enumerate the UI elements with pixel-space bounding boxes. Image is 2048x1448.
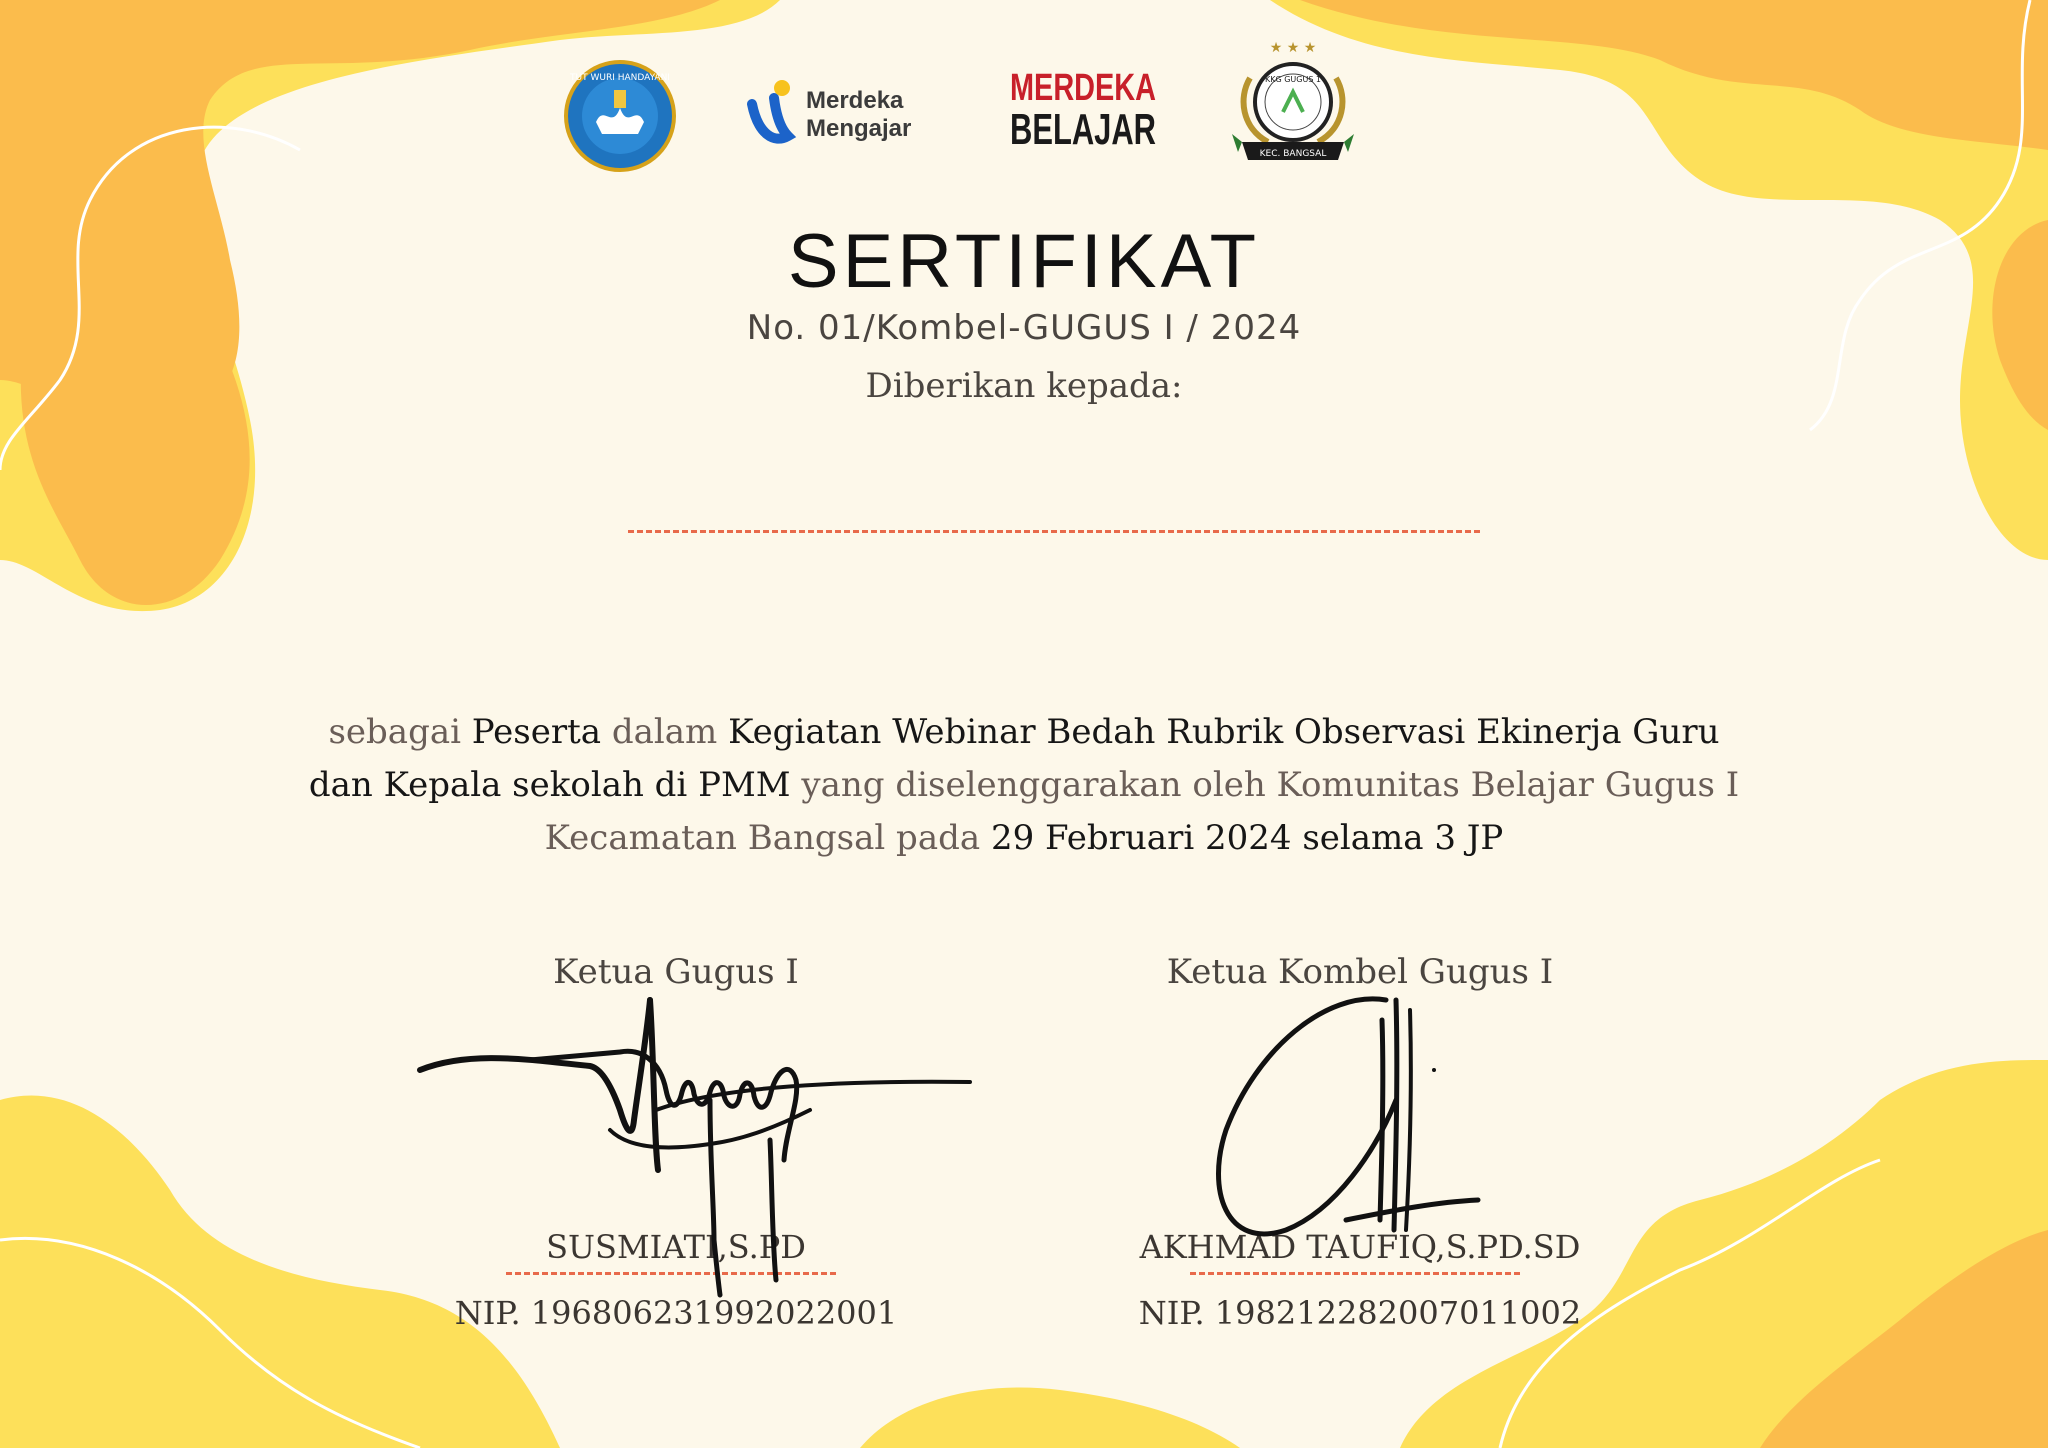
signatory-right-role: Ketua Kombel Gugus I xyxy=(1166,952,1554,992)
desc-part-3: dalam xyxy=(601,712,729,752)
merdeka-mengajar-logo xyxy=(744,74,934,154)
svg-text:★ ★ ★: ★ ★ ★ xyxy=(1269,40,1317,56)
signatory-right-nip: NIP. 198212282007011002 xyxy=(1138,1294,1582,1332)
desc-date-duration: 29 Februari 2024 selama 3 JP xyxy=(990,818,1504,858)
signatory-right-dash xyxy=(1190,1272,1520,1275)
kkg-badge-bottom-text: KEC. BANGSAL xyxy=(1259,149,1327,159)
signatory-left-name: SUSMIATI,S.PD xyxy=(546,1228,806,1266)
signature-right-image xyxy=(1196,980,1496,1260)
signature-left-image xyxy=(410,1000,980,1300)
given-to-label: Diberikan kepada: xyxy=(865,366,1183,406)
desc-activity: Kegiatan Webinar Bedah Rubrik Observasi Ekinerja Guru dan Kepala sekolah di PMM xyxy=(308,712,1720,805)
merdeka-belajar-line1: MERDEKA xyxy=(1010,67,1156,109)
merdeka-mengajar-line1: Merdeka xyxy=(806,87,904,114)
signatory-right-name: AKHMAD TAUFIQ,S.PD.SD xyxy=(1139,1228,1581,1266)
signatory-left-role: Ketua Gugus I xyxy=(553,952,799,992)
tut-wuri-handayani-logo xyxy=(560,60,680,172)
desc-role: Peserta xyxy=(471,712,602,752)
certificate-description xyxy=(300,706,1748,865)
signatory-left-nip: NIP. 196806231992022001 xyxy=(454,1294,898,1332)
tut-wuri-ring-text: TUT WURI HANDAYANI xyxy=(570,73,670,83)
desc-part-1: sebagai xyxy=(328,712,472,752)
recipient-name-line xyxy=(628,530,1480,533)
merdeka-belajar-logo xyxy=(1008,60,1158,154)
certificate-number: No. 01/Kombel-GUGUS I / 2024 xyxy=(746,308,1302,348)
certificate-title: SERTIFIKAT xyxy=(787,219,1261,304)
merdeka-belajar-line2: BELAJAR xyxy=(1010,105,1156,154)
kkg-badge-top-text: KKG GUGUS 1 xyxy=(1264,75,1322,84)
merdeka-mengajar-line2: Mengajar xyxy=(806,115,912,142)
desc-part-5: yang diselenggarakan oleh Komunitas Belajar Gugus I Kecamatan Bangsal pada xyxy=(544,765,1740,858)
kkg-gugus-badge-logo xyxy=(1228,38,1358,168)
